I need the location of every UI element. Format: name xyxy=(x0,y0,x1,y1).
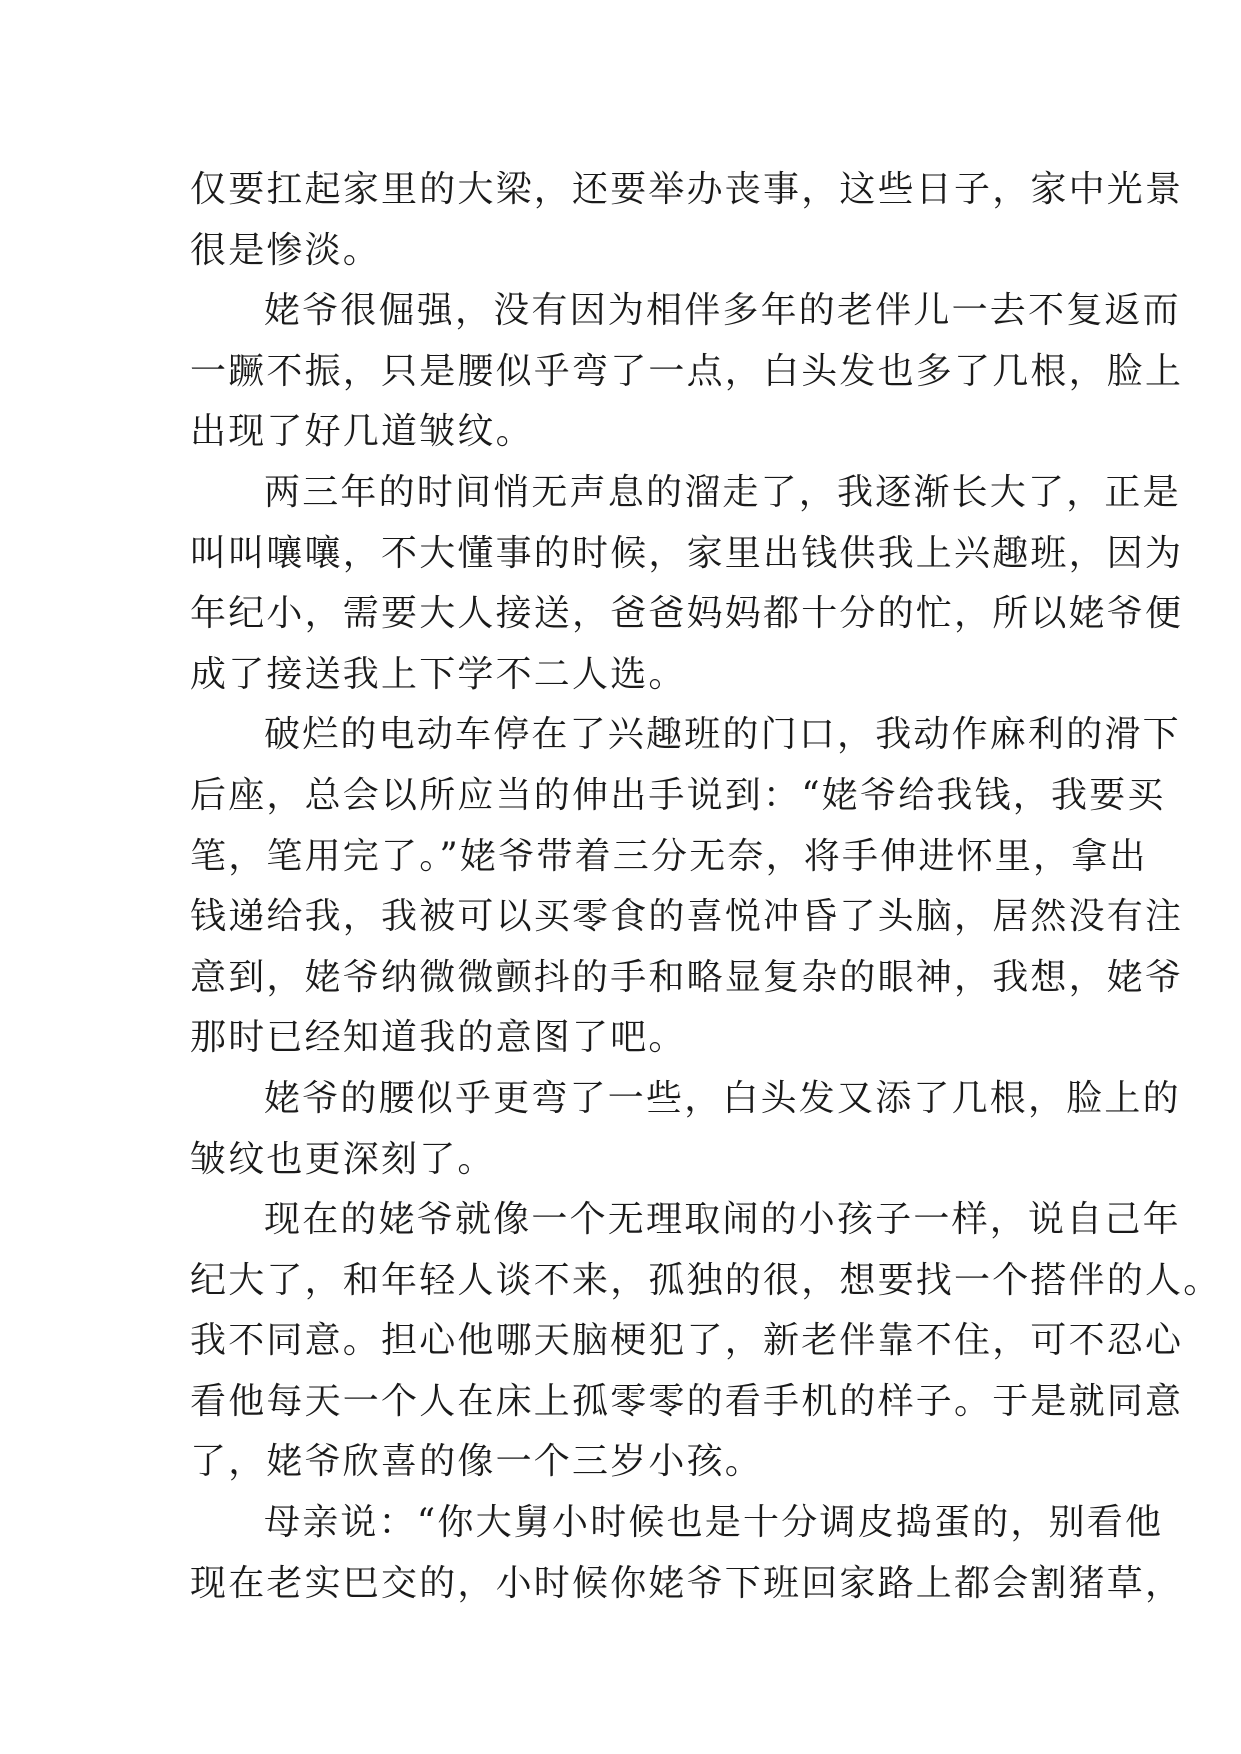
text-line: 现在老实巴交的，小时候你姥爷下班回家路上都会割猪草， xyxy=(190,1562,1184,1604)
text-line: 那时已经知道我的意图了吧。 xyxy=(190,1017,687,1059)
text-line: 姥爷很倔强，没有因为相伴多年的老伴儿一去不复返而 xyxy=(264,290,1181,332)
text-line: 一蹶不振，只是腰似乎弯了一点，白头发也多了几根，脸上 xyxy=(190,350,1184,392)
text-line: 了，姥爷欣喜的像一个三岁小孩。 xyxy=(190,1441,764,1483)
text-line: 年纪小，需要大人接送，爸爸妈妈都十分的忙，所以姥爷便 xyxy=(190,593,1184,635)
body-text xyxy=(190,160,1222,1614)
text-line: 仅要扛起家里的大梁，还要举办丧事，这些日子，家中光景 xyxy=(190,169,1184,210)
text-line: 皱纹也更深刻了。 xyxy=(190,1138,496,1180)
text-line: 纪大了，和年轻人谈不来，孤独的很，想要找一个搭伴的人。 xyxy=(190,1259,1222,1301)
text-line: 成了接送我上下学不二人选。 xyxy=(190,653,687,695)
text-line: 意到，姥爷纳微微颤抖的手和略显复杂的眼神，我想，姥爷 xyxy=(190,956,1184,998)
text-line: 现在的姥爷就像一个无理取闹的小孩子一样，说自己年 xyxy=(264,1199,1181,1241)
text-line: 姥爷的腰似乎更弯了一些，白头发又添了几根，脸上的 xyxy=(264,1077,1181,1119)
text-line: 母亲说：“你大舅小时候也是十分调皮捣蛋的，别看他 xyxy=(264,1502,1164,1544)
text-line: 破烂的电动车停在了兴趣班的门口，我动作麻利的滑下 xyxy=(264,714,1181,756)
text-line: 笔，笔用完了。”姥爷带着三分无奈，将手伸进怀里，拿出 xyxy=(190,835,1148,877)
text-line: 叫叫嚷嚷，不大懂事的时候，家里出钱供我上兴趣班，因为 xyxy=(190,532,1184,574)
text-line: 两三年的时间悄无声息的溜走了，我逐渐长大了，正是 xyxy=(264,471,1181,513)
text-line: 钱递给我，我被可以买零食的喜悦冲昏了头脑，居然没有注 xyxy=(190,896,1184,938)
text-line: 后座，总会以所应当的伸出手说到：“姥爷给我钱，我要买 xyxy=(190,774,1166,816)
text-line: 出现了好几道皱纹。 xyxy=(190,411,534,453)
text-line: 我不同意。担心他哪天脑梗犯了，新老伴靠不住，可不忍心 xyxy=(190,1320,1184,1362)
text-line: 看他每天一个人在床上孤零零的看手机的样子。于是就同意 xyxy=(190,1380,1184,1422)
text-line: 很是惨淡。 xyxy=(190,229,382,271)
